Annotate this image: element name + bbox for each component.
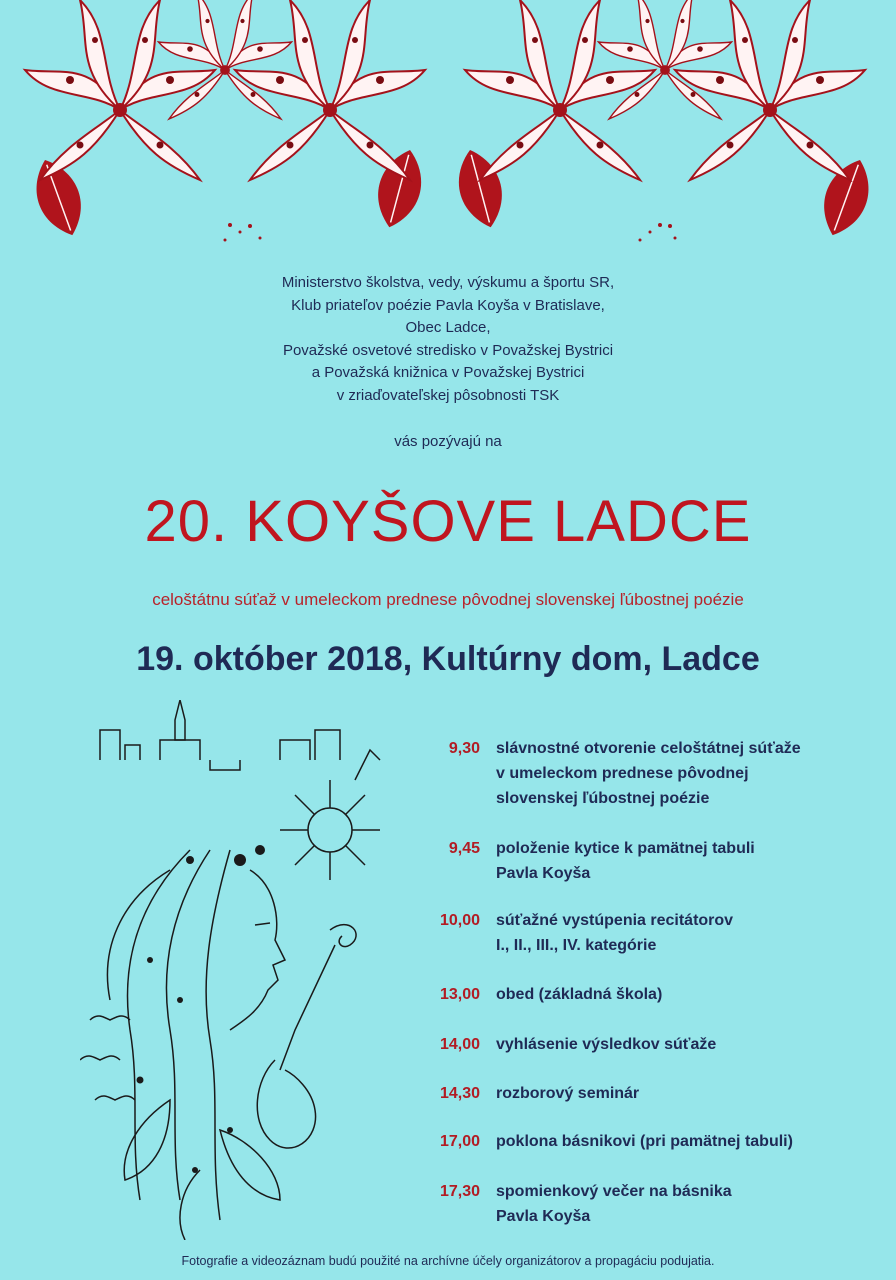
organizer-line: Klub priateľov poézie Pavla Koyša v Bratislave,	[291, 296, 605, 314]
schedule-text: vyhlásenie výsledkov súťaže	[496, 1036, 717, 1053]
ink-illustration	[80, 700, 400, 1240]
schedule-item	[420, 908, 880, 958]
organizer-line: v zriaďovateľskej pôsobnosti TSK	[336, 386, 560, 404]
event-title: 20. KOYŠOVE LADCE	[144, 489, 752, 554]
footer-note: Fotografie a videozáznam budú použité na archívne účely organizátorov a propagáciu podujatia.	[181, 1254, 715, 1268]
schedule-text: rozborový seminár	[496, 1085, 640, 1102]
schedule-item	[420, 1081, 880, 1106]
schedule-item	[420, 982, 880, 1007]
schedule-time: 17,00	[439, 1133, 480, 1150]
floral-banner	[0, 0, 896, 270]
organizer-line: Obec Ladce,	[405, 319, 491, 336]
schedule-time: 13,00	[439, 986, 480, 1003]
event-date-place: 19. október 2018, Kultúrny dom, Ladce	[136, 640, 760, 678]
schedule-text: obed (základná škola)	[496, 986, 663, 1003]
schedule-text: slávnostné otvorenie celoštátnej súťaže v umeleckom prednese pôvodnej slovenskej ľúbostnej poézie	[496, 740, 801, 807]
schedule-item	[420, 1179, 880, 1229]
organizer-line: a Považská knižnica v Považskej Bystrici	[311, 364, 585, 381]
schedule-time: 9,45	[448, 840, 480, 857]
schedule-text: súťažné vystúpenia recitátorov I., II., III., IV. kategórie	[496, 912, 734, 954]
schedule-item	[420, 736, 880, 811]
schedule-time: 9,30	[448, 740, 480, 757]
schedule-item	[420, 1129, 880, 1154]
schedule-item	[420, 836, 880, 886]
schedule-time: 10,00	[439, 912, 480, 929]
invite-text: vás pozývajú na	[394, 433, 502, 450]
event-subtitle: celoštátnu súťaž v umeleckom prednese pôvodnej slovenskej ľúbostnej poézie	[152, 590, 744, 609]
organizers-block	[0, 272, 896, 407]
schedule-time: 14,00	[439, 1036, 480, 1053]
schedule-text: položenie kytice k pamätnej tabuli Pavla Koyša	[496, 840, 755, 882]
schedule-time: 17,30	[439, 1183, 480, 1200]
schedule-text: spomienkový večer na básnika Pavla Koyša	[496, 1183, 732, 1225]
schedule-text: poklona básnikovi (pri pamätnej tabuli)	[496, 1133, 793, 1150]
organizer-line: Považské osvetové stredisko v Považskej Bystrici	[282, 341, 614, 359]
organizer-line: Ministerstvo školstva, vedy, výskumu a športu SR,	[281, 274, 615, 291]
schedule-item	[420, 1032, 880, 1057]
schedule-time: 14,30	[439, 1085, 480, 1102]
